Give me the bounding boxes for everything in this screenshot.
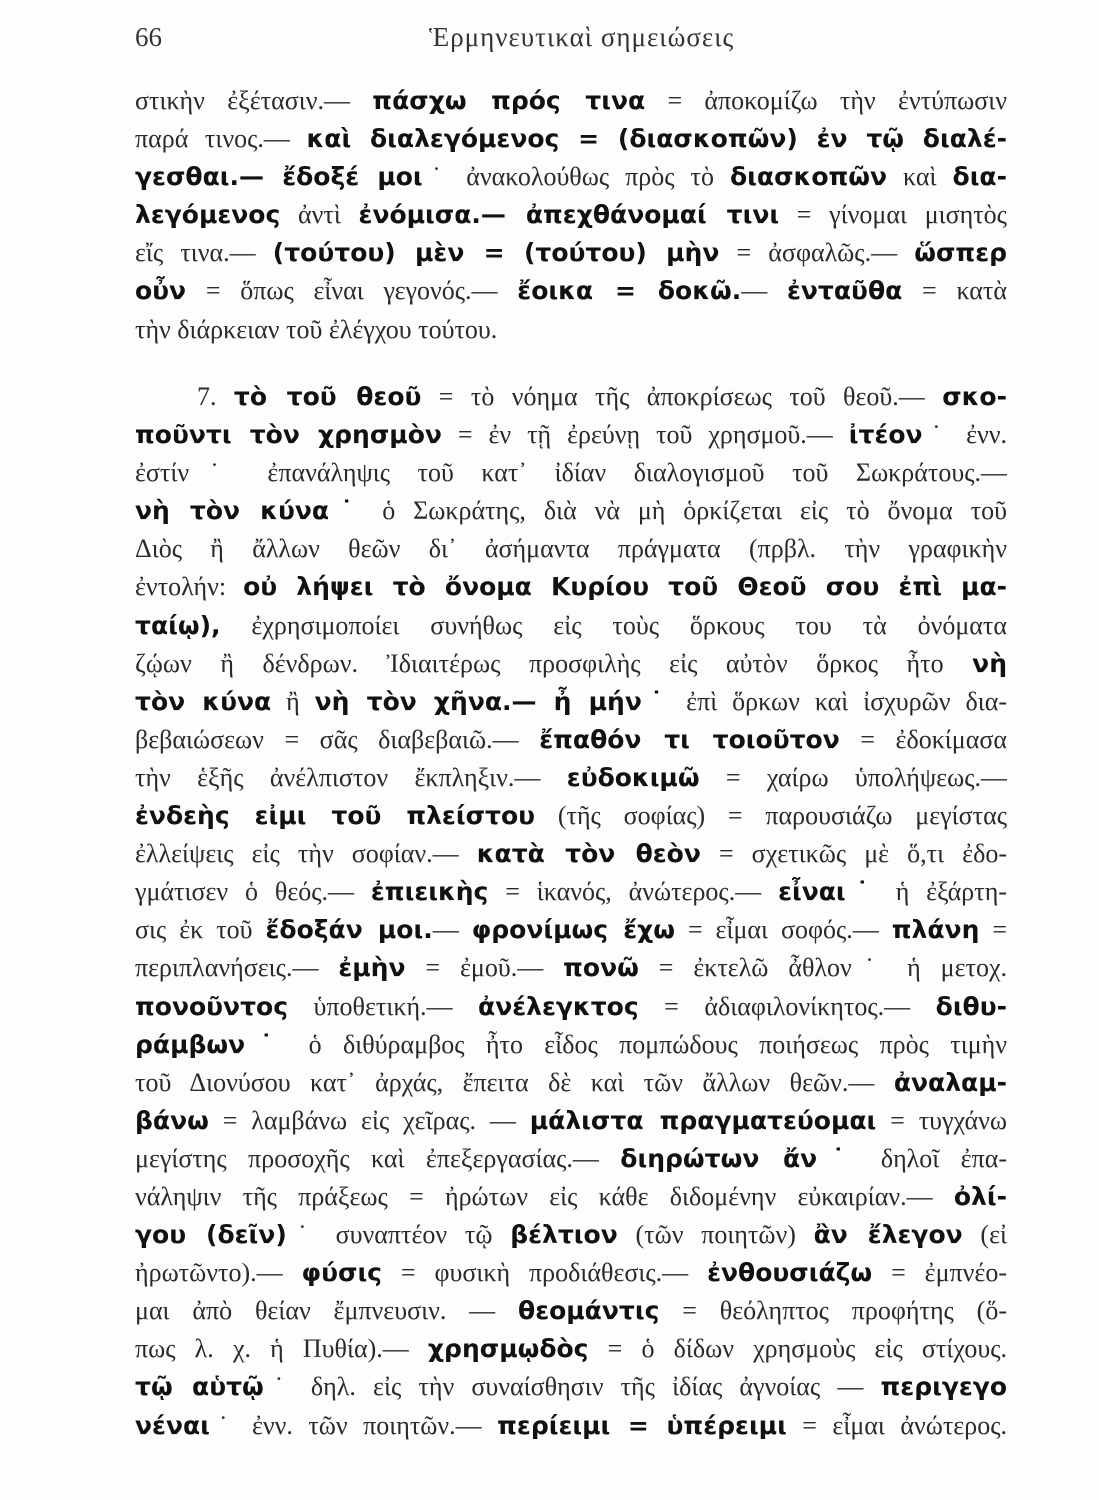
lemma-term: ράμβων˙ [135, 1029, 288, 1059]
gloss-text: ἐχρησιμοποίει συνήθως εἰς τοὺς ὅρκους του τὰ ὀνόματα [220, 610, 1007, 640]
gloss-text: = κατὰ [902, 276, 1007, 306]
gloss-text: = ἀποκομίζω τὴν ἐντύπωσιν [645, 86, 1007, 115]
lemma-term: βέλτιον [510, 1220, 618, 1250]
gloss-text: = ἱκανός, ἀνώτερος.— [488, 877, 779, 907]
gloss-text: σις ἐκ τοῦ [135, 915, 266, 945]
lemma-term: νὴ τὸν κύνα˙ [135, 496, 365, 526]
gloss-text: ˙ ἐνν. [922, 420, 1007, 450]
lemma-term: νέναι [135, 1410, 210, 1440]
gloss-text: στικὴν ἐξέτασιν.— [135, 86, 373, 115]
gloss-text: δηλοῖ ἐπα- [859, 1143, 1007, 1173]
lemma-term: ἐπιεικὴς [370, 877, 489, 907]
lemma-term: οὐ λήψει τὸ ὄνομα Κυρίου τοῦ Θεοῦ σου ἐπὶ μα- [243, 572, 1007, 602]
gloss-text: — [432, 915, 472, 945]
lemma-term: περίειμι = ὑπέρειμι [497, 1410, 787, 1440]
gloss-text: = ἐν τῇ ἐρεύνῃ τοῦ χρησμοῦ.— [441, 420, 849, 450]
lemma-term: περιγεγο [880, 1372, 1007, 1402]
gloss-text: ἀντὶ [280, 200, 359, 230]
text-line [135, 1102, 1007, 1140]
gloss-text: καὶ [887, 162, 953, 192]
lemma-term: κατὰ τὸν θεὸν [476, 839, 701, 869]
lemma-term: καὶ διαλεγόμενος = (διασκοπῶν) ἐν τῷ διαλέ- [306, 124, 1007, 154]
text-line [135, 759, 1007, 797]
lemma-term: ἐνδεὴς εἰμι τοῦ πλείστου [135, 801, 536, 831]
lemma-term: τὸ τοῦ θεοῦ [233, 382, 422, 411]
gloss-text: ἐπὶ ὅρκων καὶ ἰσχυρῶν δια- [671, 686, 1007, 716]
gloss-text: ˙ ἐνν. τῶν ποιητῶν.— [209, 1410, 498, 1440]
gloss-text: = γίνομαι μισητὸς [779, 200, 1007, 230]
gloss-text: 7. [197, 382, 234, 411]
gloss-text: = ἀσφαλῶς.— [719, 238, 915, 268]
lemma-term: ἀναλαμ- [893, 1067, 1007, 1097]
gloss-text: ἡ ἐξάρτη- [878, 877, 1007, 907]
text-line [135, 1178, 1007, 1216]
lemma-term: ἐνθουσιάζω [707, 1258, 873, 1288]
text-line [135, 949, 1007, 987]
lemma-term: ἐνταῦθα [786, 276, 903, 306]
lemma-term: βάνω [135, 1105, 209, 1135]
lemma-term: ἀνέλεγκτος [478, 991, 639, 1021]
page-number: 66 [135, 22, 162, 52]
gloss-text: εἴς τινα.— [135, 238, 273, 268]
gloss-text: μαι ἀπὸ θείαν ἔμπνευσιν. — [135, 1296, 519, 1326]
text-line [135, 272, 1007, 310]
text-line [135, 196, 1007, 234]
paragraph-2 [135, 378, 1007, 1445]
gloss-text: τὴν διάρκειαν τοῦ ἐλέγχου τούτου. [135, 314, 498, 344]
gloss-text: ˙ ἀνακολούθως πρὸς τὸ [422, 162, 730, 192]
text-line [135, 988, 1007, 1026]
gloss-text: ἐντολήν: [135, 572, 244, 602]
gloss-text: (εἰ [962, 1220, 1007, 1250]
gloss-text: = τυγχάνω [876, 1105, 1007, 1135]
gloss-text: = εἶμαι ἀνώτερος. [786, 1410, 1007, 1440]
text-line [135, 1407, 1007, 1445]
text-line [135, 530, 1007, 568]
lemma-term: ἔοικα = δοκῶ. [517, 276, 742, 306]
text-line [135, 311, 1007, 349]
lemma-term: πονοῦντος [135, 991, 289, 1021]
gloss-text: = ὁ δίδων χρησμοὺς εἰς στίχους. [588, 1334, 1007, 1364]
gloss-text: πως λ. χ. ἡ Πυθία).— [135, 1334, 428, 1364]
gloss-text: Διὸς ἢ ἄλλων θεῶν δι᾿ ἀσήμαντα πράγματα (πρβλ. τὴν γραφικὴν [135, 534, 1007, 564]
lemma-term: ποῦντι τὸν χρησμὸν [135, 420, 442, 450]
lemma-term: ἰτέον [848, 420, 923, 450]
text-line [135, 1026, 1007, 1064]
gloss-text: = ἐμοῦ.— [405, 953, 564, 983]
gloss-text: ὁ διθύραμβος ἦτο εἶδος πομπώδους ποιήσεως πρὸς τιμὴν [287, 1029, 1007, 1059]
lemma-term: μάλιστα πραγματεύομαι [529, 1105, 877, 1135]
gloss-text: γμάτισεν ὁ θεός.— [135, 877, 371, 907]
gloss-text: = ἀδιαφιλονίκητος.— [638, 991, 936, 1021]
gloss-text: ˙ δηλ. εἰς τὴν συναίσθησιν τῆς ἰδίας ἀγνοίας — [263, 1372, 881, 1402]
text-line [135, 158, 1007, 196]
text-line [135, 378, 1007, 416]
text-line [135, 120, 1007, 158]
text-line [135, 873, 1007, 911]
gloss-text: (τῶν ποιητῶν) [617, 1220, 814, 1250]
gloss-text: ζῴων ἢ δένδρων. Ἰδιαιτέρως προσφιλὴς εἰς αὐτὸν ὅρκος ἦτο [135, 648, 973, 678]
gloss-text: τὴν ἑξῆς ἀνέλπιστον ἔκπληξιν.— [135, 762, 567, 792]
paragraph-1 [135, 82, 1007, 349]
text-line [135, 416, 1007, 454]
lemma-term: ἂν ἔλεγον [813, 1220, 963, 1250]
gloss-text: = ἐδοκίμασα [839, 724, 1007, 754]
gloss-text: = θεόληπτος προφήτης (ὅ- [659, 1296, 1007, 1326]
gloss-text: βεβαιώσεων = σᾶς διαβεβαιῶ.— [135, 724, 540, 754]
text-line [135, 568, 1007, 606]
lemma-term: ἔπαθόν τι τοιοῦτον [539, 724, 840, 754]
lemma-term: εἶναι˙ [778, 877, 879, 907]
lemma-term: διθυ- [935, 991, 1007, 1021]
gloss-text: — [741, 276, 787, 306]
gloss-text: = εἶμαι σοφός.— [674, 915, 892, 945]
text-line [135, 1064, 1007, 1102]
gloss-text: = φυσικὴ προδιάθεσις.— [382, 1258, 708, 1288]
gloss-text: ἐστίν˙ ἐπανάληψις τοῦ κατ᾿ ἰδίαν διαλογισμοῦ τοῦ Σωκράτους.— [135, 458, 1007, 488]
text-line [135, 1330, 1007, 1368]
lemma-term: ἐμὴν [338, 953, 406, 983]
text-line [135, 454, 1007, 492]
lemma-term: διηρώτων ἄν˙ [620, 1143, 860, 1173]
lemma-term: σκο- [942, 382, 1007, 411]
lemma-term: διασκοπῶν [730, 162, 888, 192]
lemma-term: νὴ [972, 648, 1007, 678]
lemma-term: γου (δεῖν) [135, 1220, 287, 1250]
text-line [135, 683, 1007, 721]
gloss-text: μεγίστης προσοχῆς καὶ ἐπεξεργασίας.— [135, 1143, 621, 1173]
text-line [135, 82, 1007, 120]
lemma-term: δια- [952, 162, 1007, 192]
text-line [135, 1368, 1007, 1406]
text-line [135, 607, 1007, 645]
text-line [135, 721, 1007, 759]
lemma-term: εὐδοκιμῶ [566, 762, 700, 792]
running-head [135, 18, 1005, 68]
lemma-term: θεομάντις [518, 1296, 660, 1326]
gloss-text: ὑποθετική.— [288, 991, 479, 1021]
gloss-text: ἠρωτῶντο).— [135, 1258, 302, 1288]
gloss-text: ˙ συναπτέον τῷ [286, 1220, 511, 1250]
gloss-text: = ἐκτελῶ ἆθλον˙ ἡ μετοχ. [638, 953, 1007, 983]
gloss-text: ἢ [271, 686, 315, 716]
text-line [135, 234, 1007, 272]
gloss-text: (τῆς σοφίας) = παρουσιάζω μεγίστας [535, 801, 1007, 831]
gloss-text: = σχετικῶς μὲ ὅ,τι ἐδο- [700, 839, 1007, 869]
lemma-term: οὖν [135, 276, 187, 306]
text-line [135, 911, 1007, 949]
gloss-text: νάληψιν τῆς πράξεως = ἠρώτων εἰς κάθε διδομένην εὐκαιρίαν.— [135, 1181, 954, 1211]
lemma-term: ὥσπερ [914, 238, 1007, 268]
lemma-term: ἔδοξέ μοι [282, 162, 423, 192]
lemma-term: ὀλί- [953, 1181, 1007, 1211]
text-line [135, 1140, 1007, 1178]
gloss-text: = [979, 915, 1007, 945]
text-line [135, 1254, 1007, 1292]
gloss-text: ὁ Σωκράτης, διὰ νὰ μὴ ὁρκίζεται εἰς τὸ ὄνομα τοῦ [364, 496, 1007, 526]
lemma-term: πάσχω πρός τινα [372, 86, 646, 115]
gloss-text: ἐλλείψεις εἰς τὴν σοφίαν.— [135, 839, 477, 869]
gloss-text: τοῦ Διονύσου κατ᾿ ἀρχάς, ἔπειτα δὲ καὶ τῶν ἄλλων θεῶν.— [135, 1067, 894, 1097]
gloss-text: = ἐμπνέο- [872, 1258, 1007, 1288]
gloss-text: = ὅπως εἶναι γεγονός.— [186, 276, 518, 306]
lemma-term: λεγόμενος [135, 200, 281, 230]
text-line [135, 1292, 1007, 1330]
gloss-text: = χαίρω ὑπολήψεως.— [699, 762, 1007, 792]
running-head-title: Ἑρμηνευτικαὶ σημειώσεις [429, 22, 735, 52]
text-line [135, 1216, 1007, 1254]
lemma-term: ἐνόμισα.— ἀπεχθάνομαί τινι [358, 200, 780, 230]
lemma-term: (τούτου) μὲν = (τούτου) μὴν [272, 238, 720, 268]
text-line [135, 492, 1007, 530]
gloss-text: περιπλανήσεις.— [135, 953, 339, 983]
gloss-text: παρά τινος.— [135, 124, 307, 154]
lemma-term: τὸν κύνα [135, 686, 272, 716]
lemma-term: γεσθαι.— [135, 162, 283, 192]
gloss-text: = λαμβάνω εἰς χεῖρας. — [208, 1105, 530, 1135]
lemma-term: πονῶ [563, 953, 639, 983]
lemma-term: χρησμῳδὸς [427, 1334, 589, 1364]
lemma-term: νὴ τὸν χῆνα.— ἦ μήν˙ [314, 686, 672, 716]
lemma-term: φύσις [301, 1258, 382, 1288]
text-line [135, 645, 1007, 683]
text-line [135, 797, 1007, 835]
lemma-term: πλάνη [891, 915, 980, 945]
lemma-term: τῷ αὑτῷ [135, 1372, 264, 1402]
gloss-text: = τὸ νόημα τῆς ἀποκρίσεως τοῦ θεοῦ.— [421, 382, 943, 411]
lemma-term: ἔδοξάν μοι. [265, 915, 433, 945]
text-line [135, 835, 1007, 873]
lemma-term: ταίῳ), [135, 610, 221, 640]
lemma-term: φρονίμως ἔχω [471, 915, 675, 945]
